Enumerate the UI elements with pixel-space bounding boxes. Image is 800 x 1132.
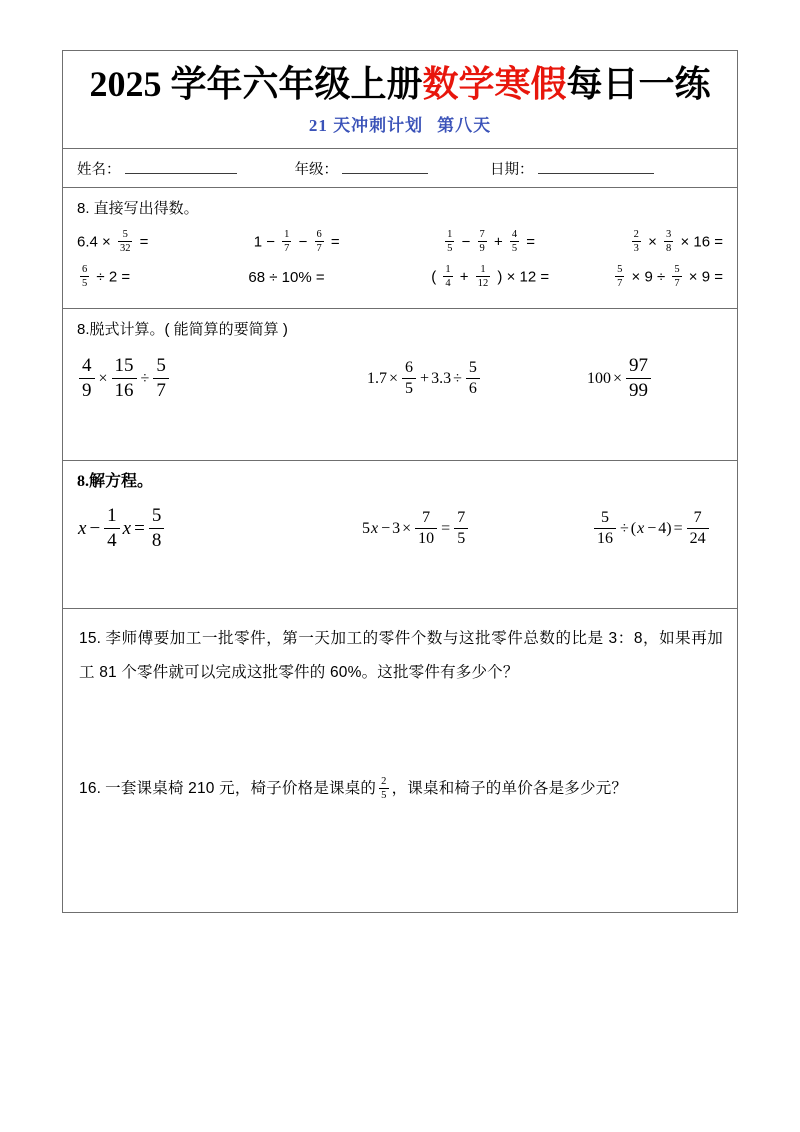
operator: × (389, 369, 399, 387)
oral-op: + (459, 268, 469, 286)
section-heading-step: 8.脱式计算。( 能简算的要简算 ) (77, 321, 288, 338)
variable: x (371, 519, 379, 537)
grade-label: 年级： (294, 162, 338, 178)
fraction: 15 16 (112, 355, 137, 402)
oral-row-2 (77, 265, 723, 290)
step-expression (77, 355, 367, 402)
fraction: $\frac{5}{7}$ (617, 264, 623, 289)
operator: ÷ (140, 369, 150, 387)
fraction: 7 24 (687, 509, 709, 548)
operator: − (89, 518, 101, 540)
oral-tail: = (139, 233, 149, 251)
number: 3 (392, 519, 401, 537)
oral-op: − (461, 233, 471, 251)
variable: x (78, 518, 87, 540)
oral-tail: × 9 = (688, 268, 723, 286)
oral-lead: 6.4 × (77, 233, 111, 251)
step-expression (587, 355, 653, 402)
operator: × (98, 369, 108, 387)
section-heading-equations: 8.解方程。 (77, 473, 154, 491)
grade-field[interactable] (295, 158, 429, 179)
oral-row-1 (77, 230, 723, 255)
problem-number: 16. (79, 780, 102, 798)
step-expression-row (77, 355, 723, 402)
word-problems-area (63, 609, 737, 912)
number: 1.7 (367, 369, 387, 387)
fraction: 1 4 (104, 505, 120, 552)
operator: × (402, 519, 412, 537)
oral-item (77, 265, 248, 290)
variable: x (122, 518, 132, 540)
fraction: 7 5 (454, 509, 468, 548)
operator: = (134, 518, 145, 540)
date-input-line[interactable] (538, 161, 654, 174)
problem-text: 一套课桌椅 210 元，椅子价格是课桌的 (105, 780, 377, 798)
fraction: $\frac{1}{7}$ (284, 229, 290, 254)
number: 3.3 (431, 369, 452, 387)
operator: − (647, 519, 657, 537)
word-problem-15 (79, 622, 723, 690)
fraction: $\frac{2}{3}$ (633, 229, 639, 254)
fraction: 6 5 (402, 359, 416, 398)
worksheet-header (63, 51, 737, 149)
operator: + (420, 369, 430, 387)
oral-item (612, 265, 723, 290)
operator: = (441, 519, 451, 537)
problem-number: 15. (79, 630, 102, 648)
fraction: $\frac{5}{7}$ (674, 264, 680, 289)
oral-lead: ( (431, 268, 437, 286)
operator: ÷ (453, 369, 462, 387)
fraction: 5 16 (594, 509, 616, 548)
fraction: 5 6 (466, 359, 480, 398)
fraction: $\frac{3}{8}$ (666, 229, 672, 254)
subtitle-plan: 21 天冲刺计划 (308, 116, 424, 135)
oral-op: − (298, 233, 308, 251)
fraction: 5 8 (149, 505, 165, 552)
oral-tail: × 16 = (680, 233, 723, 251)
oral-lead: 68 ÷ 10% = (248, 269, 325, 286)
oral-lead: 1 − (253, 233, 275, 251)
oral-item (442, 230, 629, 255)
name-input-line[interactable] (125, 161, 237, 174)
oral-item (254, 230, 442, 255)
oral-tail: ÷ 2 = (96, 268, 131, 286)
operator: ÷ (620, 519, 629, 537)
name-field[interactable] (77, 158, 237, 179)
fraction: $\frac{7}{9}$ (479, 229, 485, 254)
operator: − (381, 519, 391, 537)
paren-close: 4) (658, 519, 672, 537)
section-heading-oral: 8. 直接写出得数。 (77, 200, 199, 217)
oral-tail: = (526, 233, 536, 251)
oral-item (629, 230, 723, 255)
fraction: $\frac{6}{7}$ (316, 229, 322, 254)
page-subtitle (63, 111, 737, 136)
name-label: 姓名： (77, 162, 121, 178)
word-problem-16 (79, 772, 723, 806)
fraction: 4 9 (79, 355, 95, 402)
equation (592, 509, 711, 548)
title-part-highlight: 数学寒假 (422, 64, 567, 104)
operator: × (613, 369, 623, 387)
fraction: $\frac{1}{5}$ (447, 229, 453, 254)
date-label: 日期： (490, 162, 534, 178)
oral-item (248, 269, 431, 286)
title-part-2: 每日一练 (566, 64, 711, 104)
equation (77, 505, 362, 552)
oral-op: + (493, 233, 503, 251)
oral-item (77, 230, 254, 255)
grade-input-line[interactable] (342, 161, 428, 174)
oral-item (431, 265, 612, 290)
fraction: $\frac{6}{5}$ (82, 264, 88, 289)
paren-open: ( (630, 519, 637, 537)
problem-text: 李师傅要加工一批零件，第一天加工的零件个数与这批零件总数的比是 3：8，如果再加工 81 个零件就可以完成这批零件的 60%。这批零件有多少个？ (79, 630, 723, 682)
oral-op: × 9 ÷ (631, 268, 666, 286)
fraction: 7 10 (415, 509, 437, 548)
step-expression (367, 359, 587, 398)
title-part-1: 2025 学年六年级上册 (89, 64, 423, 104)
fraction: $\frac{2}{5}$ (381, 775, 387, 801)
fraction: $\frac{1}{12}$ (477, 264, 489, 289)
fraction: 97 99 (626, 355, 651, 402)
identity-row (63, 149, 737, 188)
equation (362, 509, 592, 548)
fraction: 5 7 (153, 355, 169, 402)
number: 100 (587, 369, 611, 387)
oral-tail: = (330, 233, 340, 251)
page-title (63, 61, 737, 107)
fraction: $\frac{4}{5}$ (511, 229, 518, 254)
equation-row (77, 505, 723, 552)
worksheet-table (62, 50, 738, 913)
oral-op: × (648, 233, 657, 251)
problem-text-cont: ，课桌和椅子的单价各是多少元？ (391, 780, 628, 798)
operator: = (673, 519, 683, 537)
fraction: $\frac{1}{4}$ (445, 264, 451, 289)
variable: x (637, 519, 645, 537)
section-solve-equations (63, 461, 737, 609)
number: 5 (362, 519, 370, 537)
oral-tail: ) × 12 = (497, 268, 550, 286)
section-oral-calculation (63, 188, 737, 309)
section-step-calculation (63, 309, 737, 461)
date-field[interactable] (490, 158, 654, 179)
subtitle-day: 第八天 (437, 116, 492, 135)
fraction: $\frac{5}{32}$ (119, 229, 131, 254)
